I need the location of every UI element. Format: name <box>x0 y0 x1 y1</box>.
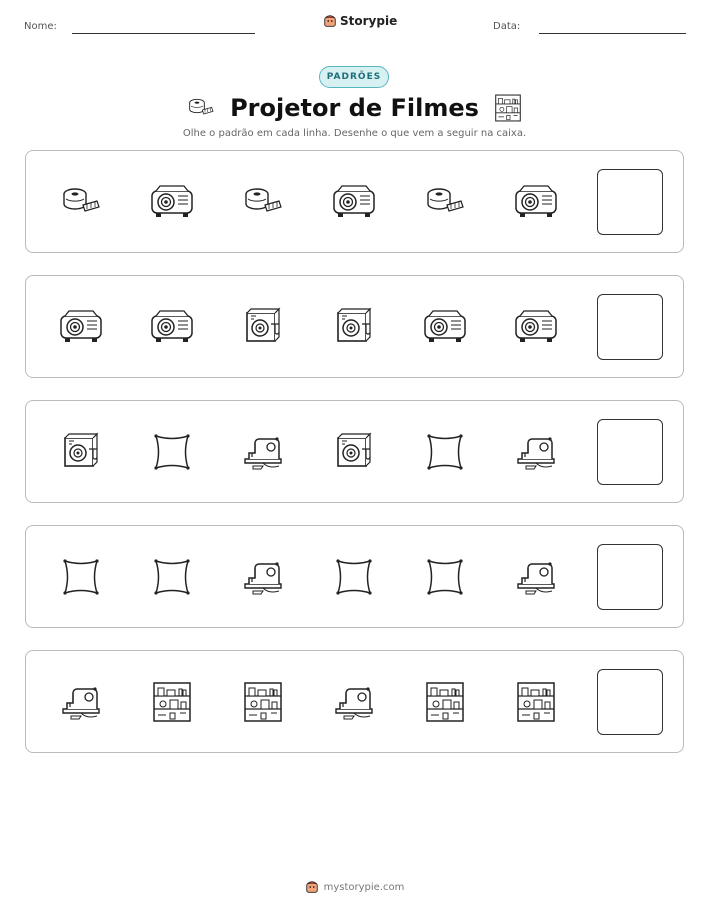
speaker-box-icon <box>241 306 285 348</box>
page-title: Projetor de Filmes <box>230 94 479 122</box>
date-label: Data: <box>493 21 521 32</box>
pattern-row <box>25 525 684 628</box>
title-block <box>0 92 709 124</box>
cushion-icon <box>423 556 467 598</box>
speaker-box-icon <box>332 431 376 473</box>
speaker-box-icon <box>332 306 376 348</box>
answer-box[interactable] <box>597 169 663 235</box>
shelf-icon <box>514 681 558 723</box>
sewing-machine-icon <box>514 556 558 598</box>
film-reel-icon <box>423 181 467 223</box>
answer-box[interactable] <box>597 294 663 360</box>
speaker-box-icon <box>59 431 103 473</box>
projector-icon <box>150 306 194 348</box>
date-field[interactable] <box>539 33 686 34</box>
sewing-machine-icon <box>332 681 376 723</box>
name-label: Nome: <box>24 21 57 32</box>
answer-box[interactable] <box>597 544 663 610</box>
projector-icon <box>332 181 376 223</box>
instructions: Olhe o padrão em cada linha. Desenhe o que vem a seguir na caixa. <box>182 128 527 139</box>
film-reel-icon <box>59 181 103 223</box>
cushion-icon <box>150 431 194 473</box>
footer-url: mystorypie.com <box>323 881 405 893</box>
pattern-row <box>25 150 684 253</box>
film-reel-icon <box>186 94 216 122</box>
cushion-icon <box>332 556 376 598</box>
projector-icon <box>514 306 558 348</box>
sewing-machine-icon <box>241 431 285 473</box>
pattern-row <box>25 650 684 753</box>
category-badge: PADRÕES <box>319 66 389 88</box>
cushion-icon <box>59 556 103 598</box>
storypie-icon <box>305 880 319 894</box>
answer-box[interactable] <box>597 419 663 485</box>
name-field[interactable] <box>72 33 255 34</box>
cushion-icon <box>423 431 467 473</box>
sewing-machine-icon <box>514 431 558 473</box>
pattern-row <box>25 275 684 378</box>
footer <box>0 880 709 894</box>
cushion-icon <box>150 556 194 598</box>
pattern-row <box>25 400 684 503</box>
shelf-icon <box>493 93 523 123</box>
storypie-icon <box>323 14 337 28</box>
worksheet-header <box>0 14 709 44</box>
brand-logo <box>323 14 397 28</box>
projector-icon <box>514 181 558 223</box>
shelf-icon <box>423 681 467 723</box>
brand-name: Storypie <box>340 14 398 28</box>
sewing-machine-icon <box>59 681 103 723</box>
projector-icon <box>423 306 467 348</box>
projector-icon <box>59 306 103 348</box>
answer-box[interactable] <box>597 669 663 735</box>
sewing-machine-icon <box>241 556 285 598</box>
shelf-icon <box>150 681 194 723</box>
shelf-icon <box>241 681 285 723</box>
projector-icon <box>150 181 194 223</box>
film-reel-icon <box>241 181 285 223</box>
